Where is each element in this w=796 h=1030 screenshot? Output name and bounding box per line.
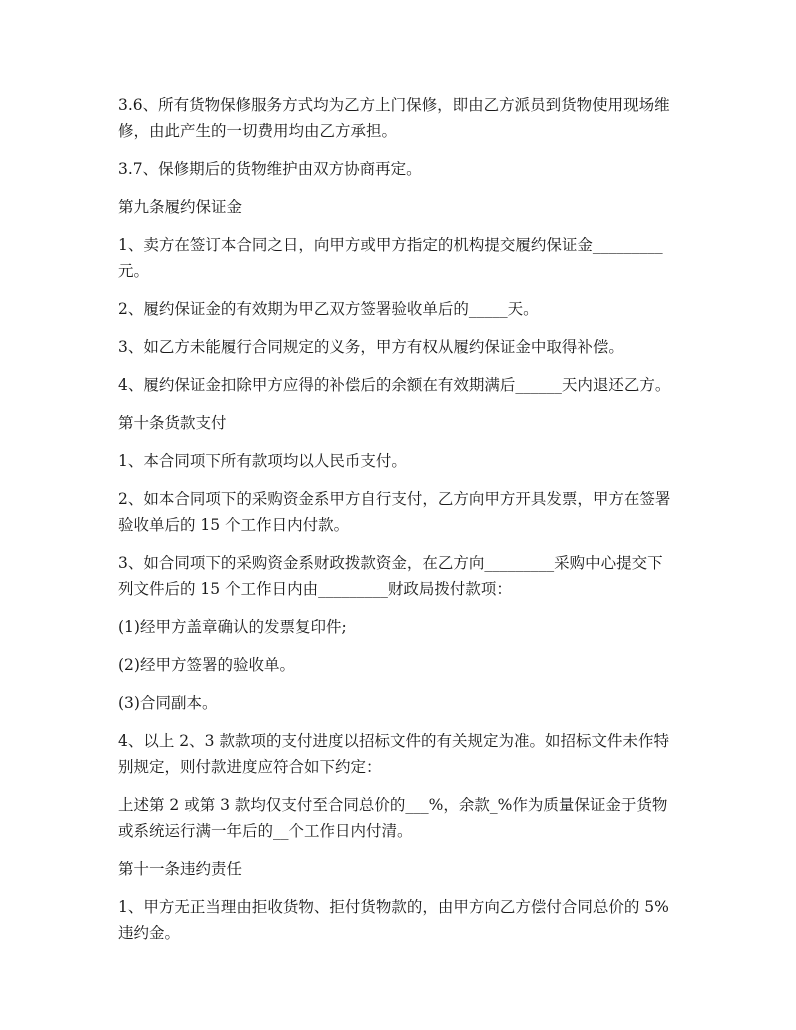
- article-10-item-1: 1、本合同项下所有款项均以人民币支付。: [118, 452, 407, 470]
- article-9-item-1: 1、卖方在签订本合同之日，向甲方或甲方指定的机构提交履约保证金_________元。: [118, 236, 663, 280]
- payment-terms: 上述第 2 或第 3 款均仅支付至合同总价的___%，余款_%作为质量保证金于货物或系统运行满一年后的__个工作日内付清。: [118, 796, 668, 840]
- article-10-item-3: 3、如合同项下的采购资金系财政拨款资金，在乙方向_________采购中心提交下列文件后的 15 个工作日内由_________财政局拨付款项：: [118, 554, 663, 598]
- article-9-heading: 第九条履约保证金: [118, 198, 243, 216]
- list-item-3: (3)合同副本。: [118, 694, 218, 712]
- list-item-2: (2)经甲方签署的验收单。: [118, 656, 295, 674]
- article-9-item-2: 2、履约保证金的有效期为甲乙双方签署验收单后的_____天。: [118, 300, 539, 318]
- article-11-heading: 第十一条违约责任: [118, 860, 243, 878]
- clause-3-7: 3.7、保修期后的货物维护由双方协商再定。: [118, 160, 422, 178]
- article-10-item-2: 2、如本合同项下的采购资金系甲方自行支付，乙方向甲方开具发票，甲方在签署验收单后的 15 个工作日内付款。: [118, 490, 671, 534]
- clause-3-6: 3.6、所有货物保修服务方式均为乙方上门保修，即由乙方派员到货物使用现场维修，由此产生的一切费用均由乙方承担。: [118, 96, 670, 140]
- article-9-item-3: 3、如乙方未能履行合同规定的义务，甲方有权从履约保证金中取得补偿。: [118, 338, 624, 356]
- article-10-item-4: 4、以上 2、3 款款项的支付进度以招标文件的有关规定为准。如招标文件未作特别规定，则付款进度应符合如下约定：: [118, 732, 669, 776]
- article-10-heading: 第十条货款支付: [118, 414, 227, 432]
- article-11-item-1: 1、甲方无正当理由拒收货物、拒付货物款的，由甲方向乙方偿付合同总价的 5%违约金。: [118, 898, 669, 942]
- document-page: [118, 92, 678, 958]
- article-9-item-4: 4、履约保证金扣除甲方应得的补偿后的余额在有效期满后______天内退还乙方。: [118, 376, 671, 394]
- list-item-1: (1)经甲方盖章确认的发票复印件;: [118, 618, 347, 636]
